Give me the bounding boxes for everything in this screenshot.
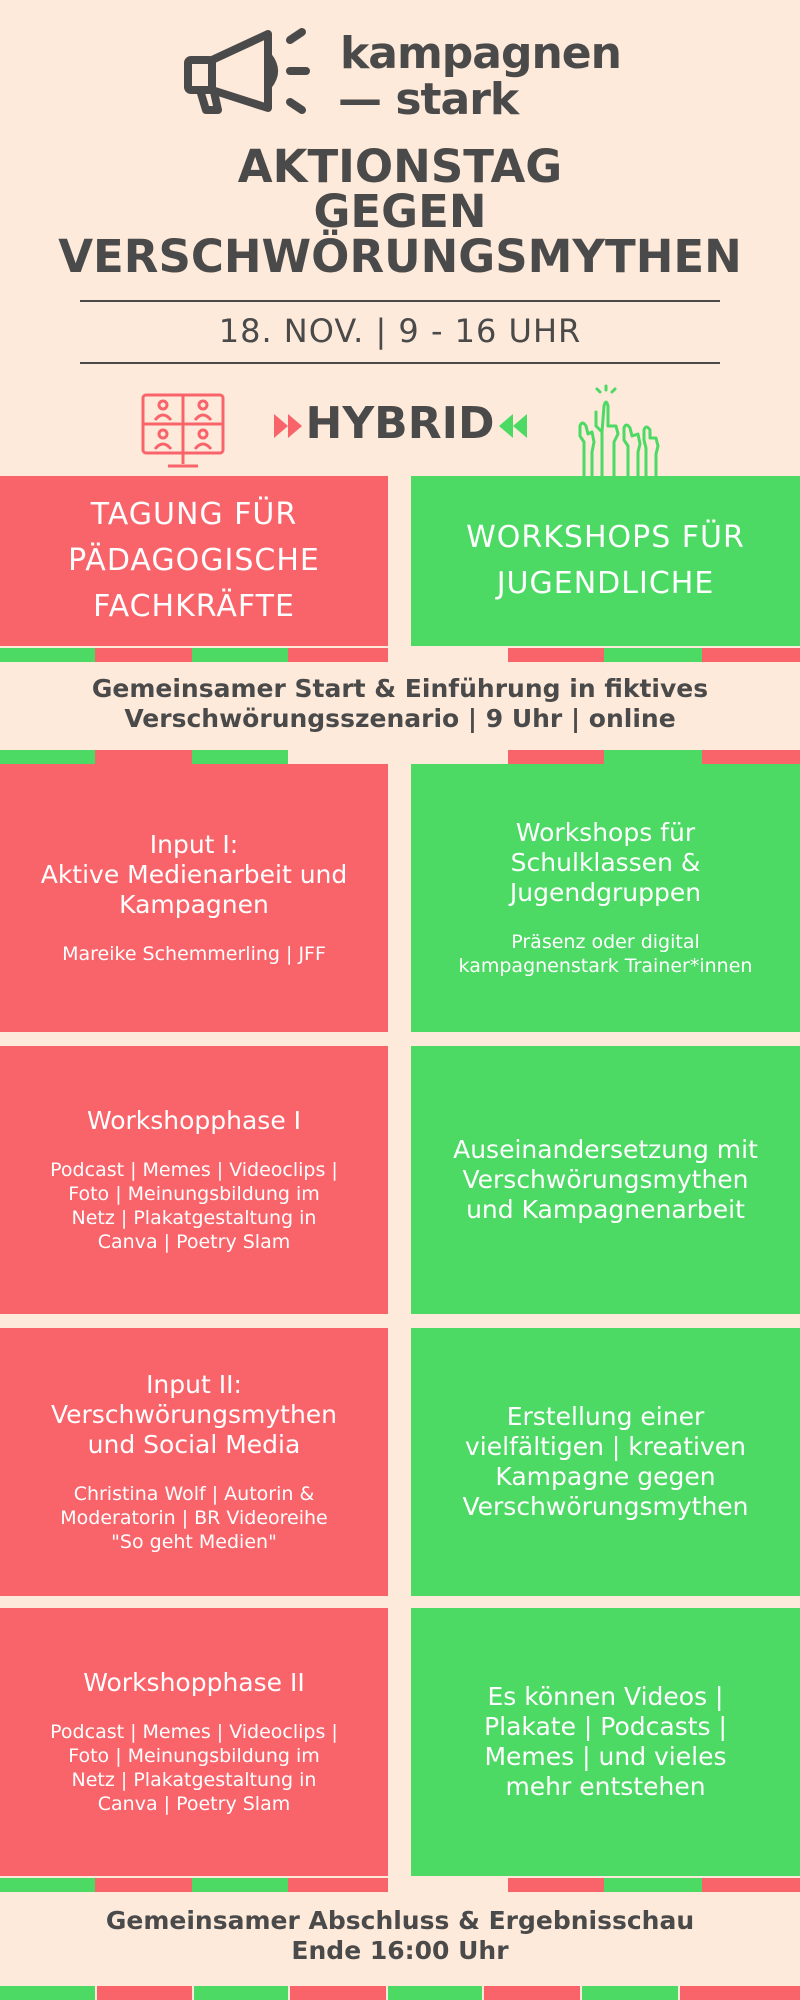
header-right-jugendliche: [411, 476, 800, 646]
session-title-line: Input II:: [146, 1370, 242, 1399]
title-line1: AKTIONSTAG: [237, 140, 563, 193]
workshop-card-1: [411, 764, 800, 1032]
session-title-line: Workshopphase I: [86, 1106, 302, 1135]
header-left-fachkraefte: [0, 476, 388, 646]
logo-text-line1: kampagnen: [340, 28, 621, 79]
session-title-line: Kampagnen: [119, 890, 269, 919]
logo-text-line2: — stark: [338, 74, 519, 125]
workshop-text-line: Erstellung einer: [506, 1402, 705, 1431]
workshop-card-4: [411, 1608, 800, 1876]
arrow-right-icon: [274, 414, 288, 438]
title-line2: GEGEN: [313, 185, 487, 238]
workshop-text-line: Verschwörungsmythen: [462, 1165, 749, 1194]
arrow-left-icon: [513, 414, 527, 438]
workshop-sub-line: Präsenz oder digital: [511, 931, 700, 953]
hybrid-label-row: [0, 396, 800, 452]
session-card-input-1: [0, 764, 388, 1032]
header-left-line: FACHKRÄFTE: [93, 589, 295, 624]
arrow-right-icon: [288, 414, 302, 438]
start-band-line2: Verschwörungsszenario | 9 Uhr | online: [124, 704, 676, 733]
session-sub-line: Podcast | Memes | Videoclips |: [50, 1721, 338, 1743]
workshop-text-line: und Kampagnenarbeit: [466, 1195, 745, 1224]
header-left-line: PÄDAGOGISCHE: [68, 543, 320, 578]
megaphone-icon: [180, 26, 310, 116]
workshop-title-line: Workshops für: [515, 818, 696, 847]
session-sub-line: "So geht Medien": [111, 1531, 277, 1553]
event-date: 18. NOV. | 9 - 16 UHR: [218, 312, 582, 350]
stripe-footer: [0, 1986, 800, 2000]
arrow-left-icon: [499, 414, 513, 438]
raised-hands-icon: [578, 382, 664, 476]
workshop-title-line: Schulklassen &: [510, 848, 701, 877]
session-sub-line: Canva | Poetry Slam: [97, 1793, 291, 1815]
session-sub-line: Podcast | Memes | Videoclips |: [50, 1159, 338, 1181]
session-sub-line: Moderatorin | BR Videoreihe: [60, 1507, 328, 1529]
header-left-line: TAGUNG FÜR: [90, 497, 298, 532]
session-card-workshopphase-1: [0, 1046, 388, 1314]
workshop-text-line: Kampagne gegen: [495, 1462, 716, 1491]
session-sub-line: Foto | Meinungsbildung im: [68, 1745, 320, 1767]
workshop-card-3: [411, 1328, 800, 1596]
session-title-line: Workshopphase II: [83, 1668, 305, 1697]
workshop-sub-line: kampagnenstark Trainer*innen: [458, 955, 753, 977]
workshop-text-line: Verschwörungsmythen: [462, 1492, 749, 1521]
session-card-input-2: [0, 1328, 388, 1596]
session-sub-line: Foto | Meinungsbildung im: [68, 1183, 320, 1205]
workshop-text-line: mehr entstehen: [505, 1772, 706, 1801]
workshop-title-line: Jugendgruppen: [509, 878, 702, 907]
session-card-workshopphase-2: [0, 1608, 388, 1876]
workshop-card-2: [411, 1046, 800, 1314]
session-sub-line: Christina Wolf | Autorin &: [73, 1483, 315, 1505]
end-band-line2: Ende 16:00 Uhr: [291, 1936, 509, 1965]
workshop-text-line: Plakate | Podcasts |: [484, 1712, 727, 1741]
session-title-line: Verschwörungsmythen: [50, 1400, 338, 1429]
session-title-line: Input I:: [149, 830, 239, 859]
workshop-text-line: vielfältigen | kreativen: [465, 1432, 746, 1461]
workshop-text-line: Auseinandersetzung mit: [453, 1135, 758, 1164]
session-sub-line: Netz | Plakatgestaltung in: [71, 1769, 317, 1791]
session-speaker: Mareike Schemmerling | JFF: [62, 943, 326, 965]
stripe-below-rows: [0, 1878, 800, 1892]
session-sub-line: Canva | Poetry Slam: [97, 1231, 291, 1253]
start-band-line1: Gemeinsamer Start & Einführung in fiktives: [91, 674, 709, 703]
workshop-text-line: Es können Videos |: [487, 1682, 724, 1711]
header-right-line: WORKSHOPS FÜR: [466, 520, 745, 555]
workshop-text-line: Memes | und vieles: [484, 1742, 727, 1771]
stripe-above-rows: [0, 750, 800, 764]
hybrid-label: HYBRID: [305, 398, 495, 449]
end-band-line1: Gemeinsamer Abschluss & Ergebnisschau: [105, 1906, 695, 1935]
divider-top: [80, 300, 720, 302]
session-title-line: und Social Media: [87, 1430, 301, 1459]
title-line3: VERSCHWÖRUNGSMYTHEN: [58, 230, 742, 283]
divider-bottom: [80, 362, 720, 364]
stripe-under-headers: [0, 648, 800, 662]
session-title-line: Aktive Medienarbeit und: [40, 860, 348, 889]
header-right-line: JUGENDLICHE: [496, 566, 715, 601]
logo: [180, 24, 620, 124]
session-sub-line: Netz | Plakatgestaltung in: [71, 1207, 317, 1229]
